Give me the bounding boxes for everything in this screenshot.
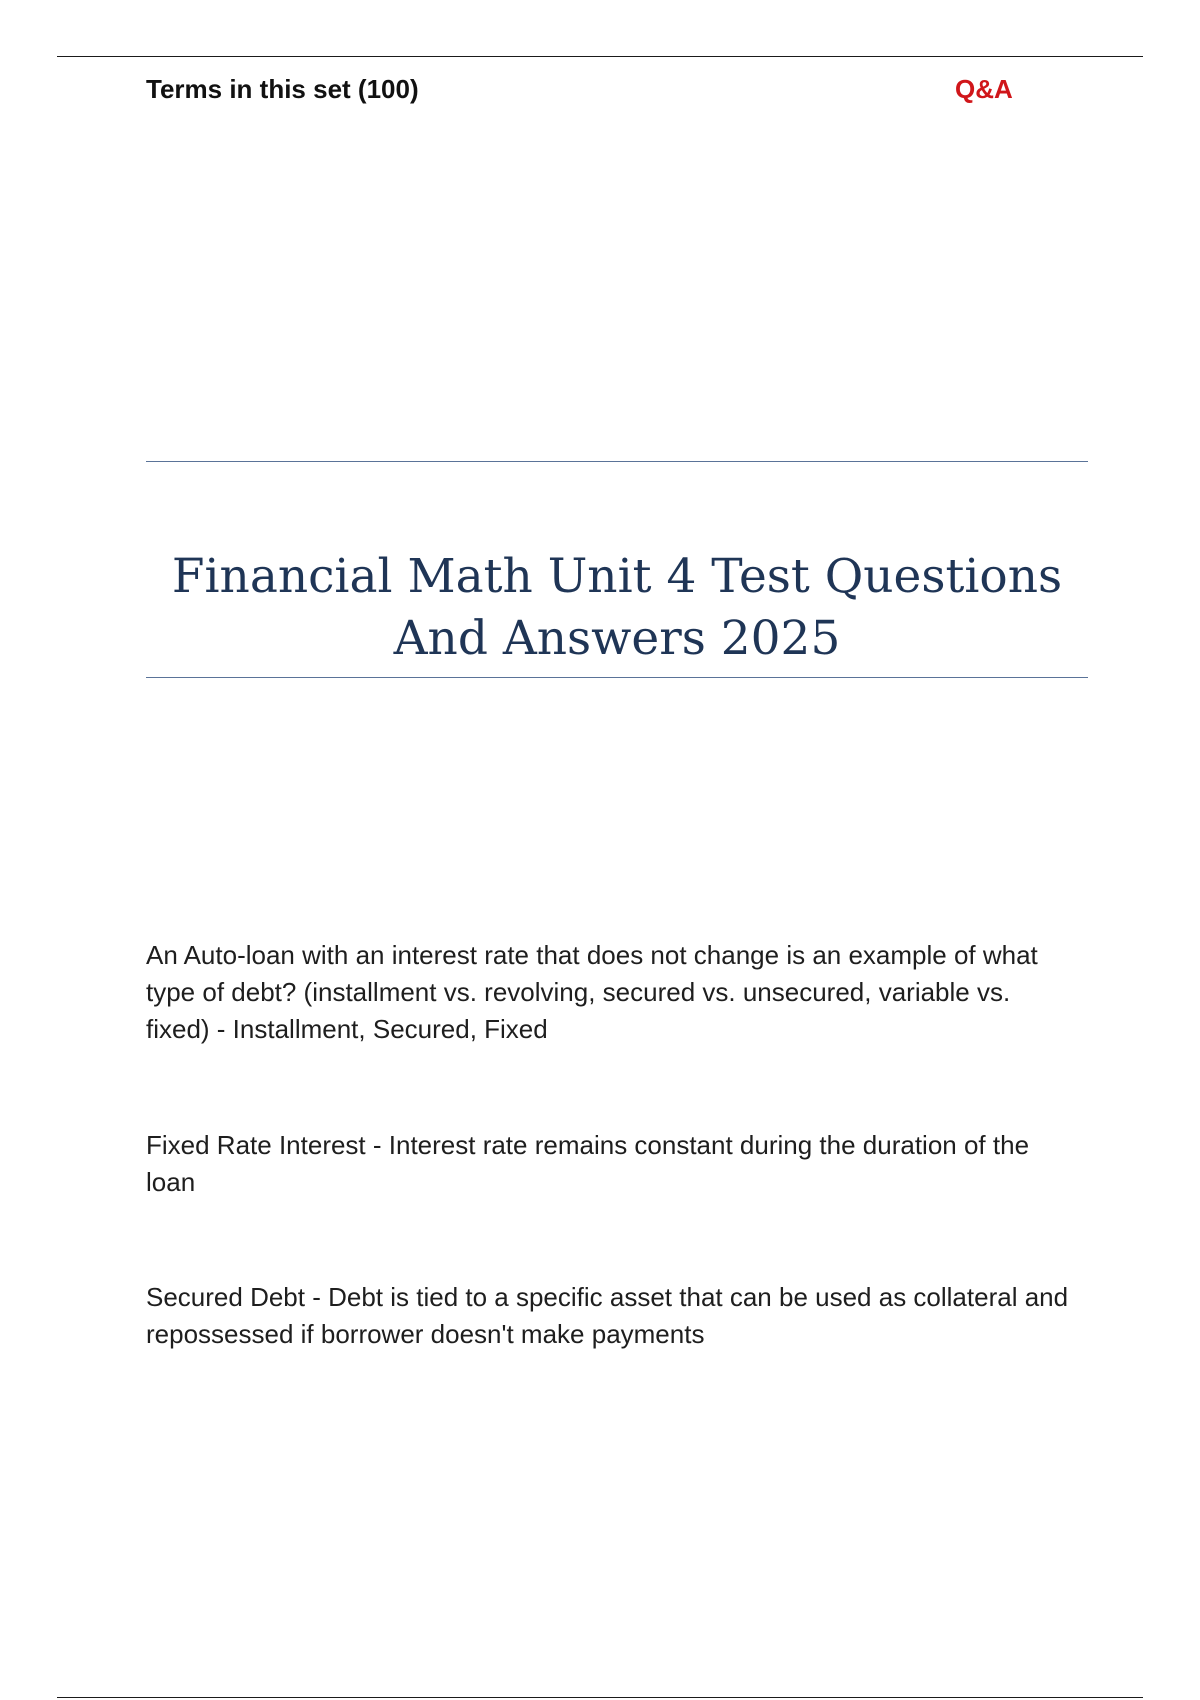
bottom-rule — [57, 1697, 1143, 1698]
title-rule-bottom — [146, 677, 1088, 678]
term-card-secured-debt: Secured Debt - Debt is tied to a specific asset that can be used as collateral and repossessed if borrower doesn't make payments — [146, 1282, 1069, 1349]
document-title: Financial Math Unit 4 Test Questions And Answers 2025 — [171, 549, 1063, 666]
terms-count-heading: Terms in this set (100) — [146, 74, 419, 104]
qa-label: Q&A — [955, 74, 1013, 104]
top-rule — [57, 56, 1143, 57]
title-rule-top — [146, 461, 1088, 462]
term-card-fixed-rate-interest: Fixed Rate Interest - Interest rate remains constant during the duration of the loan — [146, 1130, 1030, 1197]
term-card-auto-loan: An Auto-loan with an interest rate that does not change is an example of what type of debt? (installment vs. revolving, secured vs. unsecured, variable vs. fixed) - Installment, Secured, Fixed — [146, 940, 1038, 1044]
